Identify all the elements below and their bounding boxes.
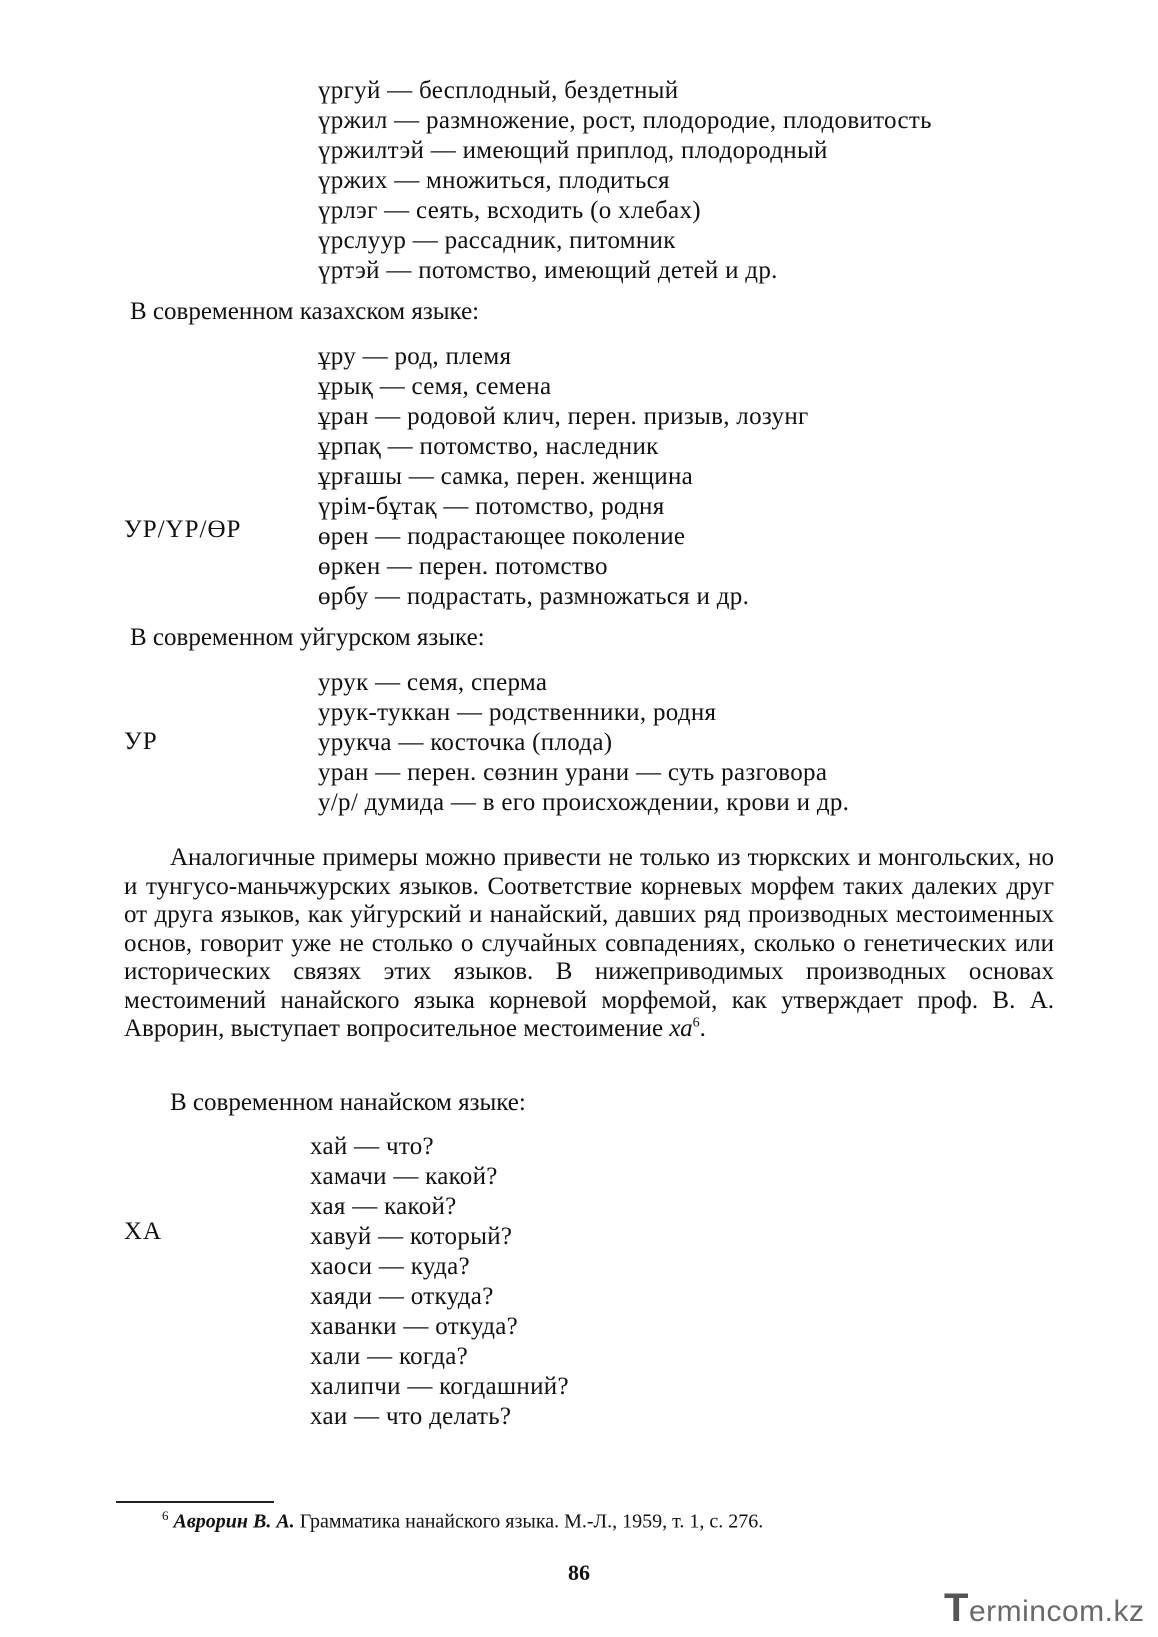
kazakh-entry: өркен — перен. потомство xyxy=(318,553,608,580)
kazakh-entry: ұру — род, племя xyxy=(318,343,512,370)
nanai-entry: хаоси — куда? xyxy=(310,1253,470,1280)
mongolian-entry: үрслуур — рассадник, питомник xyxy=(318,227,676,254)
uyghur-entry: уран — перен. сөзнин урани — суть разговора xyxy=(318,759,828,786)
kazakh-entry: өрен — подрастающее поколение xyxy=(318,523,686,550)
paragraph-end: . xyxy=(699,1015,706,1042)
uyghur-intro: В современном уйгурском языке: xyxy=(130,624,485,651)
paragraph-term: ха xyxy=(669,1015,693,1042)
nanai-word-list xyxy=(310,1132,569,1432)
kazakh-intro: В современном казахском языке: xyxy=(130,298,480,325)
nanai-entry: хай — что? xyxy=(310,1133,434,1160)
nanai-entry: хаяди — откуда? xyxy=(310,1283,494,1310)
mongolian-entry: үржил — размножение, рост, плодородие, плодовитость xyxy=(318,107,932,134)
paragraph-text: Аналогичные примеры можно привести не только из тюркских и монгольских, но и тунгусо-маньчжурских языков. Соответствие корневых морфем таких далеких друг от друга языков, как уйгурский и нанайский, давших ряд производных местоименных основ, говорит уже не столько о случайных совпадениях, сколько о генетических или исторических связях этих языков. В нижеприводимых производных основах местоимений нанайского языка корневой морфемой, как утверждает проф. В. А. Аврорин, выступает вопросительное местоимение xyxy=(124,844,1054,1042)
footnote-divider xyxy=(116,1501,274,1503)
watermark-first-letter: T xyxy=(944,1586,969,1630)
kazakh-entry: ұрық — семя, семена xyxy=(318,373,552,400)
kazakh-entry: өрбу — подрастать, размножаться и др. xyxy=(318,583,750,610)
nanai-intro: В современном нанайском языке: xyxy=(170,1089,526,1116)
kazakh-entry: ұрғашы — самка, перен. женщина xyxy=(318,463,694,490)
uyghur-entry: урукча — косточка (плода) xyxy=(318,729,613,756)
page-number: 86 xyxy=(568,1560,590,1585)
mongolian-entry: үргуй — бесплодный, бездетный xyxy=(318,77,679,104)
nanai-entry: хамачи — какой? xyxy=(310,1163,498,1190)
kazakh-root-label: УР/ҮР/ӨР xyxy=(124,516,242,543)
mongolian-entry: үрлэг — сеять, всходить (о хлебах) xyxy=(318,197,701,224)
uyghur-entry: урук — семя, сперма xyxy=(318,669,548,696)
nanai-root-label: ХА xyxy=(124,1218,163,1245)
footnote-author: Аврорин В. А. xyxy=(173,1510,295,1533)
uyghur-entry: урук-туккан — родственники, родня xyxy=(318,699,717,726)
body-paragraph xyxy=(124,844,1054,1044)
uyghur-root-label: УР xyxy=(124,728,158,755)
kazakh-entry: үрім-бұтақ — потомство, родня xyxy=(318,493,665,520)
watermark-rest: ermincom.kz xyxy=(968,1595,1145,1628)
kazakh-entry: ұран — родовой клич, перен. призыв, лозунг xyxy=(318,403,809,430)
footnote-number: 6 xyxy=(162,1508,169,1523)
nanai-entry: хаванки — откуда? xyxy=(310,1313,519,1340)
mongolian-word-list xyxy=(318,76,932,286)
kazakh-entry: ұрпақ — потомство, наследник xyxy=(318,433,659,460)
nanai-entry: халипчи — когдашний? xyxy=(310,1373,569,1400)
nanai-entry: хаи — что делать? xyxy=(310,1403,512,1430)
footnote xyxy=(162,1508,763,1534)
uyghur-word-list xyxy=(318,668,849,818)
mongolian-entry: үртэй — потомство, имеющий детей и др. xyxy=(318,257,778,284)
nanai-entry: хая — какой? xyxy=(310,1193,457,1220)
watermark-logo xyxy=(944,1586,1144,1631)
kazakh-word-list xyxy=(318,342,809,612)
mongolian-entry: үржилтэй — имеющий приплод, плодородный xyxy=(318,137,828,164)
nanai-entry: хавуй — который? xyxy=(310,1223,513,1250)
footnote-reference[interactable]: 6 xyxy=(692,1015,700,1031)
footnote-text: Грамматика нанайского языка. М.-Л., 1959, т. 1, с. 276. xyxy=(299,1510,764,1533)
uyghur-entry: у/р/ думида — в его происхождении, крови и др. xyxy=(318,789,850,816)
nanai-entry: хали — когда? xyxy=(310,1343,469,1370)
mongolian-entry: үржих — множиться, плодиться xyxy=(318,167,670,194)
